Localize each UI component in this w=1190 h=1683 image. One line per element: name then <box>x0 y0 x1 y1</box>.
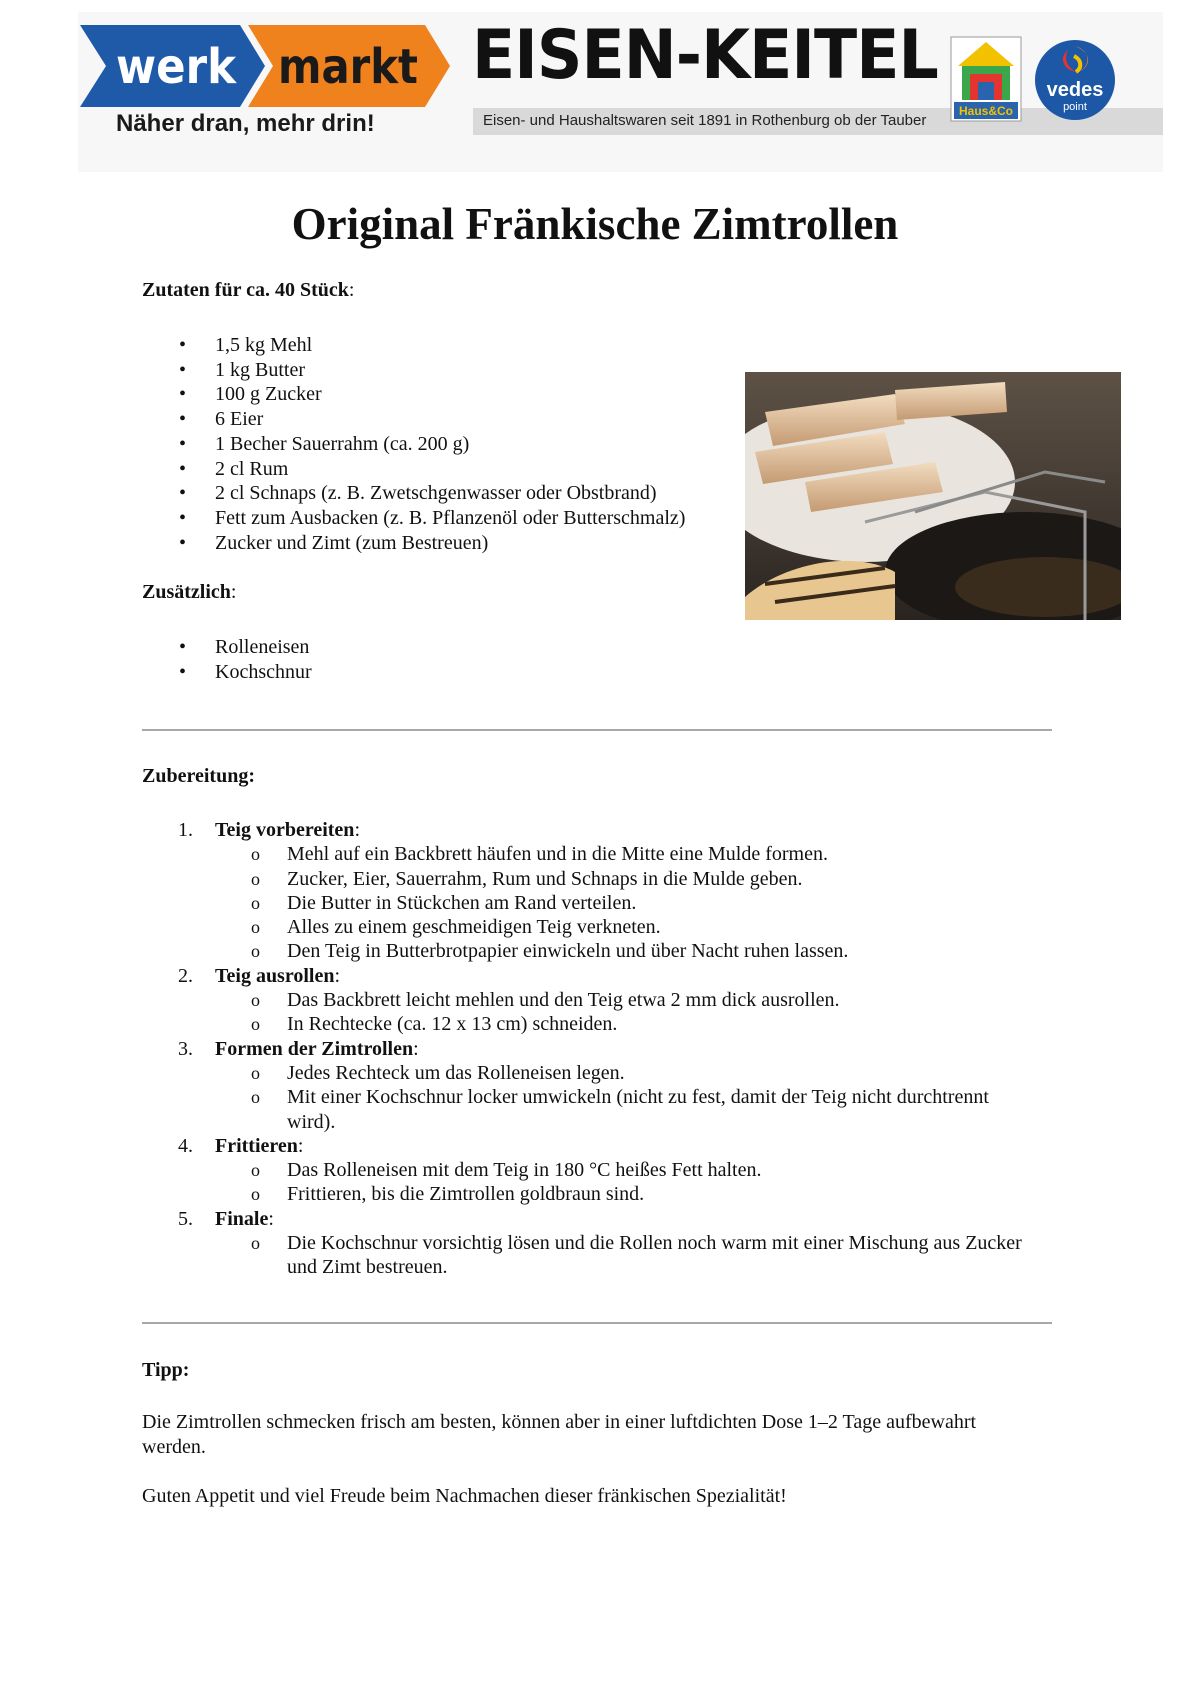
step-item <box>142 1037 1042 1134</box>
extras-label-text: Zusätzlich <box>142 581 231 603</box>
substep-item: o Frittieren, bis die Zimtrollen goldbraun sind. <box>215 1182 1042 1206</box>
list-item: • 1 kg Butter <box>142 358 685 383</box>
step-heading: Frittieren: <box>215 1134 304 1157</box>
vedes-point-logo <box>1030 38 1120 122</box>
werkmarkt-logo <box>80 25 450 107</box>
list-item: • 6 Eier <box>142 407 685 432</box>
tip-text: Die Zimtrollen schmecken frisch am besten, können aber in einer luftdichten Dose 1–2 Tage aufbewahrt werden. <box>142 1411 977 1458</box>
substep-item: o Zucker, Eier, Sauerrahm, Rum und Schnaps in die Mulde geben. <box>215 867 1042 891</box>
step-title: Teig vorbereiten <box>215 819 355 841</box>
step-title: Formen der Zimtrollen <box>215 1037 414 1060</box>
vedes-logo-sub: point <box>1063 101 1087 113</box>
step-heading: Teig vorbereiten: <box>215 819 360 841</box>
list-item: • Zucker und Zimt (zum Bestreuen) <box>142 531 685 556</box>
step-item <box>142 818 1042 964</box>
step-heading: Teig ausrollen: <box>215 964 341 987</box>
step-heading: Finale: <box>215 1207 274 1230</box>
preparation-steps <box>142 818 1042 1280</box>
substep-item: o Die Kochschnur vorsichtig lösen und die Rollen noch warm mit einer Mischung aus Zucker und Zimt bestreuen. <box>215 1231 1042 1280</box>
brand-subtitle: Eisen- und Haushaltswaren seit 1891 in Rothenburg ob der Tauber <box>483 112 927 129</box>
tip-label <box>142 1359 189 1382</box>
preparation-label-text: Zubereitung: <box>142 765 255 787</box>
extras-list <box>142 635 312 684</box>
step-item <box>142 1207 1042 1280</box>
ingredients-label-text: Zutaten für ca. 40 Stück <box>142 279 349 301</box>
step-substeps <box>215 1061 1042 1134</box>
logo-werk-text: werk <box>116 39 237 95</box>
substep-item: o Das Backbrett leicht mehlen und den Teig etwa 2 mm dick ausrollen. <box>215 988 1042 1012</box>
substep-item: o Das Rolleneisen mit dem Teig in 180 °C heißes Fett halten. <box>215 1158 1042 1182</box>
brand-title: EISEN-KEITEL <box>472 16 938 95</box>
step-number: 4. <box>178 1134 193 1157</box>
step-number: 2. <box>178 964 193 987</box>
substep-item: o Die Butter in Stückchen am Rand verteilen. <box>215 891 1042 915</box>
extras-label: Zusätzlich: <box>142 581 237 603</box>
list-item: • Rolleneisen <box>142 635 312 660</box>
substep-item: o Mit einer Kochschnur locker umwickeln (nicht zu fest, damit der Teig nicht durchtrennt wird). <box>215 1085 1042 1134</box>
ingredients-list <box>142 333 685 555</box>
step-title: Frittieren <box>215 1134 298 1157</box>
list-item: • 2 cl Schnaps (z. B. Zwetschgenwasser oder Obstbrand) <box>142 481 685 506</box>
zimtrollen-photo <box>745 372 1121 620</box>
substep-item: o Mehl auf ein Backbrett häufen und in die Mitte eine Mulde formen. <box>215 842 1042 866</box>
list-item: • 1,5 kg Mehl <box>142 333 685 358</box>
step-substeps <box>215 1231 1042 1280</box>
step-title: Teig ausrollen <box>215 964 335 987</box>
substep-item: o In Rechtecke (ca. 12 x 13 cm) schneiden. <box>215 1012 1042 1036</box>
substep-item: o Den Teig in Butterbrotpapier einwickeln und über Nacht ruhen lassen. <box>215 939 1042 963</box>
section-divider <box>142 1322 1052 1324</box>
page-title: Original Fränkische Zimtrollen <box>291 199 899 249</box>
haus-logo-text: Haus&Co <box>958 104 1014 118</box>
preparation-label <box>142 765 255 788</box>
step-substeps <box>215 1158 1042 1207</box>
ingredients-label: Zutaten für ca. 40 Stück: <box>142 279 355 301</box>
tip-label-text: Tipp: <box>142 1359 190 1381</box>
logo-markt-text: markt <box>278 39 418 95</box>
list-item: • 1 Becher Sauerrahm (ca. 200 g) <box>142 432 685 457</box>
step-number: 1. <box>178 819 193 841</box>
list-item: • 100 g Zucker <box>142 382 685 407</box>
step-substeps <box>215 842 1042 963</box>
step-item <box>142 1134 1042 1207</box>
step-number: 3. <box>178 1037 193 1060</box>
vedes-logo-text: vedes <box>1046 79 1104 101</box>
step-item <box>142 964 1042 1037</box>
step-heading: Formen der Zimtrollen: <box>215 1037 419 1060</box>
step-substeps <box>215 988 1042 1037</box>
step-title: Finale <box>215 1207 269 1230</box>
substep-item: o Jedes Rechteck um das Rolleneisen legen. <box>215 1061 1042 1085</box>
list-item: • Fett zum Ausbacken (z. B. Pflanzenöl oder Butterschmalz) <box>142 506 685 531</box>
closing-text: Guten Appetit und viel Freude beim Nachmachen dieser fränkischen Spezialität! <box>142 1485 787 1507</box>
list-item: • Kochschnur <box>142 660 312 685</box>
haus-und-co-logo <box>950 36 1022 122</box>
section-divider <box>142 729 1052 731</box>
step-number: 5. <box>178 1207 193 1230</box>
substep-item: o Alles zu einem geschmeidigen Teig verkneten. <box>215 915 1042 939</box>
list-item: • 2 cl Rum <box>142 457 685 482</box>
slogan: Näher dran, mehr drin! <box>116 110 375 137</box>
